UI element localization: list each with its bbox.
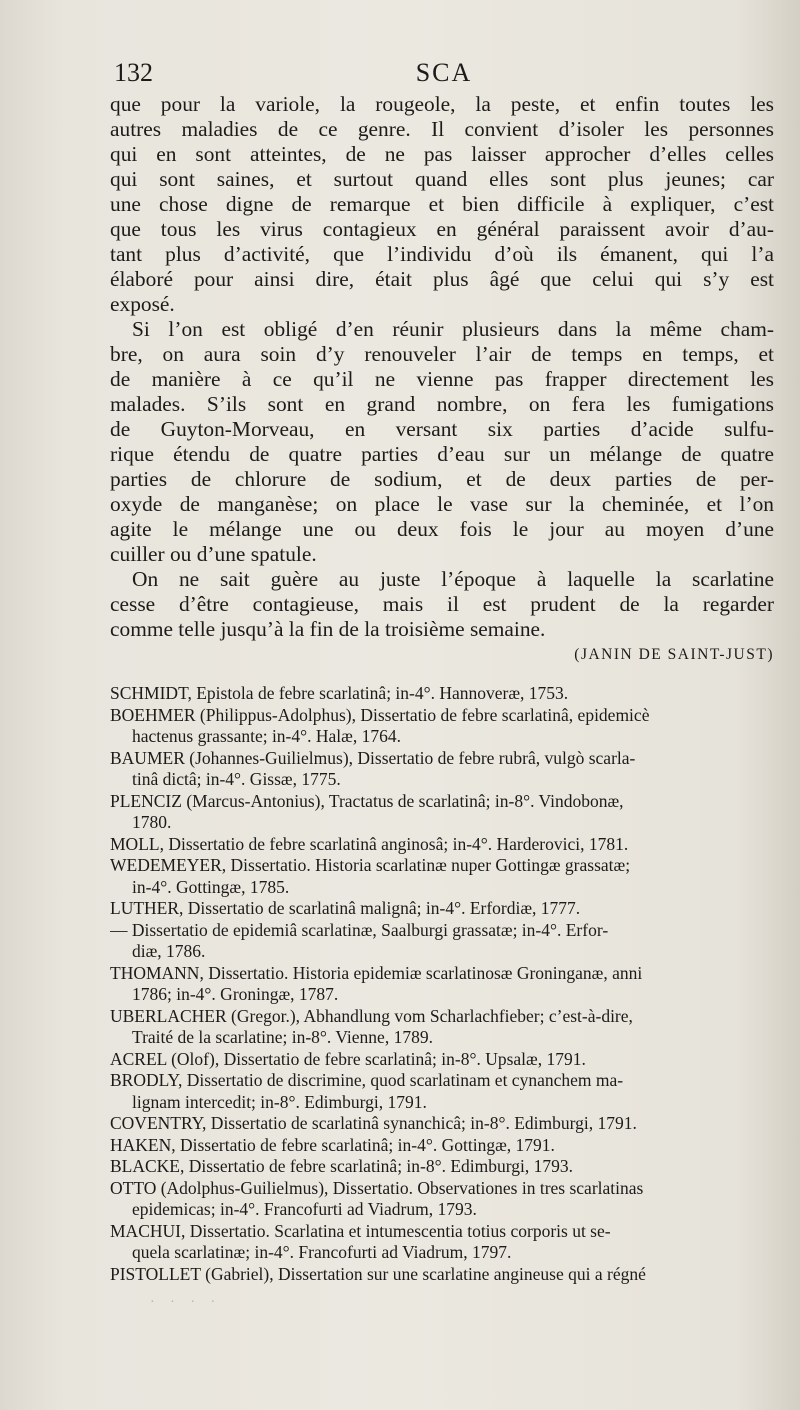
bibliography-entry [110,1264,774,1286]
bibliography-line: PLENCIZ (Marcus-Antonius), Tractatus de scarlatinâ; in-8°. Vindobonæ, [110,790,624,811]
bibliography-line: tinâ dictâ; in-4°. Gissæ, 1775. [132,769,341,789]
bibliography-entry [110,1156,774,1178]
bibliography-entry [110,855,774,898]
page-number: 132 [114,58,153,87]
bibliography-entry [110,683,774,705]
bibliography-entry [110,1113,774,1135]
bibliography-line: HAKEN, Dissertatio de febre scarlatinâ; in-4°. Gottingæ, 1791. [110,1134,555,1155]
text-line: exposé. [110,292,175,316]
ink-smudge: · · · · [150,1295,222,1310]
bibliography-line: — Dissertatio de epidemiâ scarlatinæ, Saalburgi grassatæ; in-4°. Erfor- [110,919,609,940]
text-line: cesse d’être contagieuse, mais il est prudent de la regarder [110,592,774,616]
bibliography-entry [110,898,774,920]
bibliography-line: BLACKE, Dissertatio de febre scarlatinâ; in-8°. Edimburgi, 1793. [110,1156,574,1176]
bibliography-line: ACREL (Olof), Dissertatio de febre scarlatinâ; in-8°. Upsalæ, 1791. [110,1048,586,1069]
bibliography-line: SCHMIDT, Epistola de febre scarlatinâ; in-4°. Hannoveræ, 1753. [110,683,569,703]
bibliography-line: WEDEMEYER, Dissertatio. Historia scarlatinæ nuper Gottingæ grassatæ; [110,855,631,875]
paragraph [110,92,774,317]
text-line: autres maladies de ce genre. Il convient d’isoler les personnes [110,117,774,141]
text-line: que tous les virus contagieux en général paraissent avoir d’au- [110,217,774,241]
bibliography-line: PISTOLLET (Gabriel), Dissertation sur une scarlatine angineuse qui a régné [110,1263,646,1284]
bibliography-line: lignam intercedit; in-8°. Edimburgi, 1791. [132,1091,427,1112]
bibliography-entry [110,1178,774,1221]
bibliography-entry [110,920,774,963]
bibliography-entry [110,1221,774,1264]
bibliography-line: COVENTRY, Dissertatio de scarlatinâ synanchicâ; in-8°. Edimburgi, 1791. [110,1113,637,1133]
bibliography-line: 1780. [132,812,172,832]
bibliography-line: diæ, 1786. [132,941,206,961]
bibliography-entry [110,834,774,856]
bibliography-entry [110,963,774,1006]
bibliography-line: BAUMER (Johannes-Guilielmus), Dissertatio de febre rubrâ, vulgò scarla- [110,747,636,768]
text-line: de Guyton-Morveau, en versant six parties d’acide sulfu- [110,417,774,441]
text-line: bre, on aura soin d’y renouveler l’air de temps en temps, et [110,342,774,366]
paragraph [110,567,774,642]
text-line: une chose digne de remarque et bien difficile à expliquer, c’est [110,192,774,216]
bibliography-entry [110,1070,774,1113]
bibliography-entry [110,1135,774,1157]
bibliography-line: MOLL, Dissertatio de febre scarlatinâ anginosâ; in-4°. Harderovici, 1781. [110,833,629,854]
bibliography-line: 1786; in-4°. Groningæ, 1787. [132,984,339,1004]
bibliography-line: quela scarlatinæ; in-4°. Francofurti ad Viadrum, 1797. [132,1242,512,1262]
bibliography [110,683,774,1285]
bibliography-entry [110,705,774,748]
bibliography-line: MACHUI, Dissertatio. Scarlatina et intumescentia totius corporis ut se- [110,1220,611,1241]
text-line: qui sont saines, et surtout quand elles sont plus jeunes; car [110,167,774,191]
bibliography-line: BOEHMER (Philippus-Adolphus), Dissertatio de febre scarlatinâ, epidemicè [110,704,650,725]
text-line: On ne sait guère au juste l’époque à laquelle la scarlatine [132,567,774,591]
text-line: de manière à ce qu’il ne vienne pas frapper directement les [110,367,774,391]
bibliography-line: UBERLACHER (Gregor.), Abhandlung vom Scharlachfieber; c’est-à-dire, [110,1005,633,1026]
paragraph [110,317,774,567]
text-line: qui en sont atteintes, de ne pas laisser approcher d’elles celles [110,142,774,166]
text-line: tant plus d’activité, que l’individu d’où ils émanent, qui l’a [110,242,774,266]
bibliography-line: LUTHER, Dissertatio de scarlatinâ malignâ; in-4°. Erfordiæ, 1777. [110,898,581,918]
bibliography-line: hactenus grassante; in-4°. Halæ, 1764. [132,726,401,746]
page-header [114,58,770,94]
bibliography-line: Traité de la scarlatine; in-8°. Vienne, 1789. [132,1027,433,1047]
text-line: comme telle jusqu’à la fin de la troisième semaine. [110,617,546,641]
running-head: SCA [415,58,473,87]
bibliography-line: BRODLY, Dissertatio de discrimine, quod scarlatinam et cynanchem ma- [110,1070,624,1090]
text-line: oxyde de manganèse; on place le vase sur la cheminée, et l’on [110,492,774,516]
text-line: parties de chlorure de sodium, et de deux parties de per- [110,467,774,491]
text-line: agite le mélange une ou deux fois le jour au moyen d’une [110,517,774,541]
text-line: élaboré pour ainsi dire, était plus âgé que celui qui s’y est [110,267,774,291]
bibliography-entry [110,1006,774,1049]
article-body [110,92,774,667]
bibliography-line: in-4°. Gottingæ, 1785. [132,876,290,897]
bibliography-entry [110,791,774,834]
text-line: malades. S’ils sont en grand nombre, on fera les fumigations [110,392,774,416]
author-signature: (JANIN DE SAINT-JUST) [574,646,774,663]
bibliography-entry [110,1049,774,1071]
text-line: Si l’on est obligé d’en réunir plusieurs dans la même cham- [132,317,774,341]
bibliography-line: THOMANN, Dissertatio. Historia epidemiæ scarlatinosæ Groninganæ, anni [110,962,643,983]
bibliography-line: epidemicas; in-4°. Francofurti ad Viadrum, 1793. [132,1199,477,1219]
text-line: que pour la variole, la rougeole, la peste, et enfin toutes les [110,92,774,116]
text-line: cuiller ou d’une spatule. [110,542,317,566]
text-line: rique étendu de quatre parties d’eau sur un mélange de quatre [110,442,774,466]
bibliography-entry [110,748,774,791]
bibliography-line: OTTO (Adolphus-Guilielmus), Dissertatio. Observationes in tres scarlatinas [110,1177,644,1198]
